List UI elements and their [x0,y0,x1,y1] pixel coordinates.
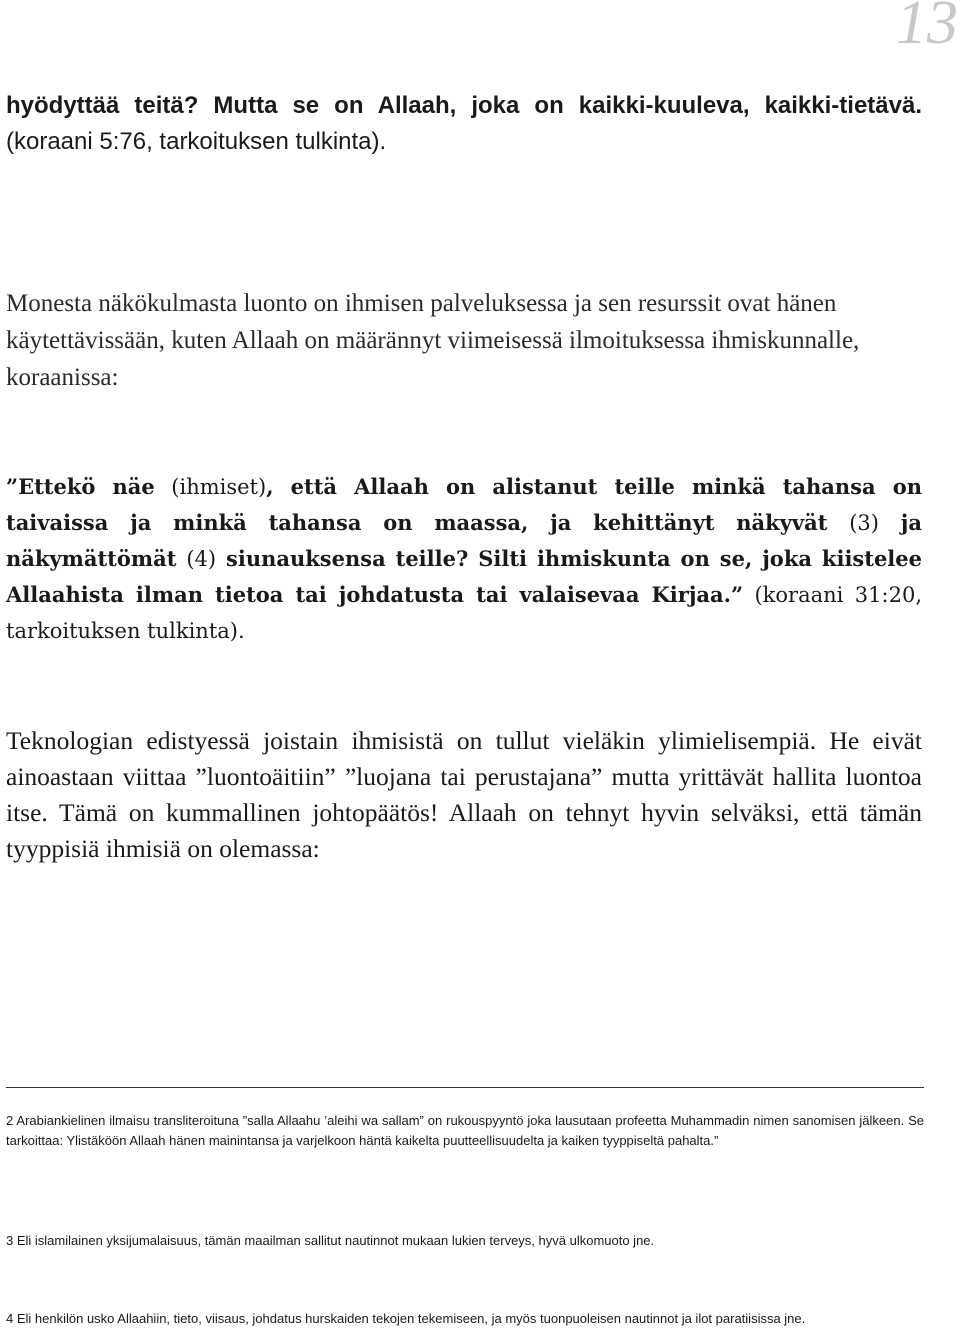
citation-text: (koraani 31:20, tarkoituksen tulkinta). [6,583,922,643]
footnote-divider [6,1087,924,1088]
paragraph-quran-31-20 [6,469,922,649]
paragraph-nature-service: Monesta näkökulmasta luonto on ihmisen palveluksessa ja sen resurssit ovat hänen käytettävissään, kuten Allaah on määrännyt viimeisessä ilmoituksessa ihmiskunnalle, koraanissa: [6,290,860,391]
quote-aside-people: (ihmiset) [154,475,267,499]
page-number: 13 [896,0,958,57]
quote-part-d: siunauksensa teille? Silti ihmiskunta on se, joka kiistelee Allaahista ilman tietoa tai johdatusta tai valaisevaa Kirjaa.” [6,546,923,607]
citation-text: (koraani 5:76, tarkoituksen tulkinta). [6,128,387,155]
quote-text: hyödyttää teitä? Mutta se on Allaah, joka on kaikki-kuuleva, kaikki-tietävä. [6,92,922,119]
footnote-ref-3: (3) [849,511,879,535]
paragraph-technology: Teknologian edistyessä joistain ihmisistä on tullut vieläkin ylimielisempiä. He eivät ainoastaan viittaa ”luontoäitiin” ”luojana tai perustajana” mutta yrittävät hallita luontoa itse. Tämä on kummallinen johtopäätös! Allaah on tehnyt hyvin selväksi, että tämän tyyppisiä ihmisiä on olemassa: [6,726,922,863]
footnote-4: 4 Eli henkilön usko Allaahiin, tieto, viisaus, johdatus hurskaiden tekojen tekemiseen, ja myös tuonpuoleisen nautinnot ja ilot paratiisissa jne. [6,1311,806,1326]
paragraph-quran-5-76 [6,88,922,160]
footnote-2: 2 Arabiankielinen ilmaisu transliteroituna ”salla Allaahu ’aleihi wa sallam” on rukouspyyntö joka lausutaan profeetta Muhammadin nimen sanomisen jälkeen. Se tarkoittaa: Ylistäköön Allaah hänen mainintansa ja varjelkoon häntä kaikelta puutteellisuudelta ja kaiken tyyppiseltä pahalta.” [6,1113,924,1148]
quote-part-a: ”Ettekö näe [6,474,155,499]
footnote-3: 3 Eli islamilainen yksijumalaisuus, tämän maailman sallitut nautinnot mukaan lukien terveys, hyvä ulkomuoto jne. [6,1233,655,1248]
quote-part-b: , että Allaah on alistanut teille minkä tahansa on taivaissa ja minkä tahansa on maassa, ja kehittänyt näkyvät [6,474,923,535]
footnote-ref-4: (4) [186,547,217,571]
quote-part-c: ja näkymättömät [6,510,922,571]
